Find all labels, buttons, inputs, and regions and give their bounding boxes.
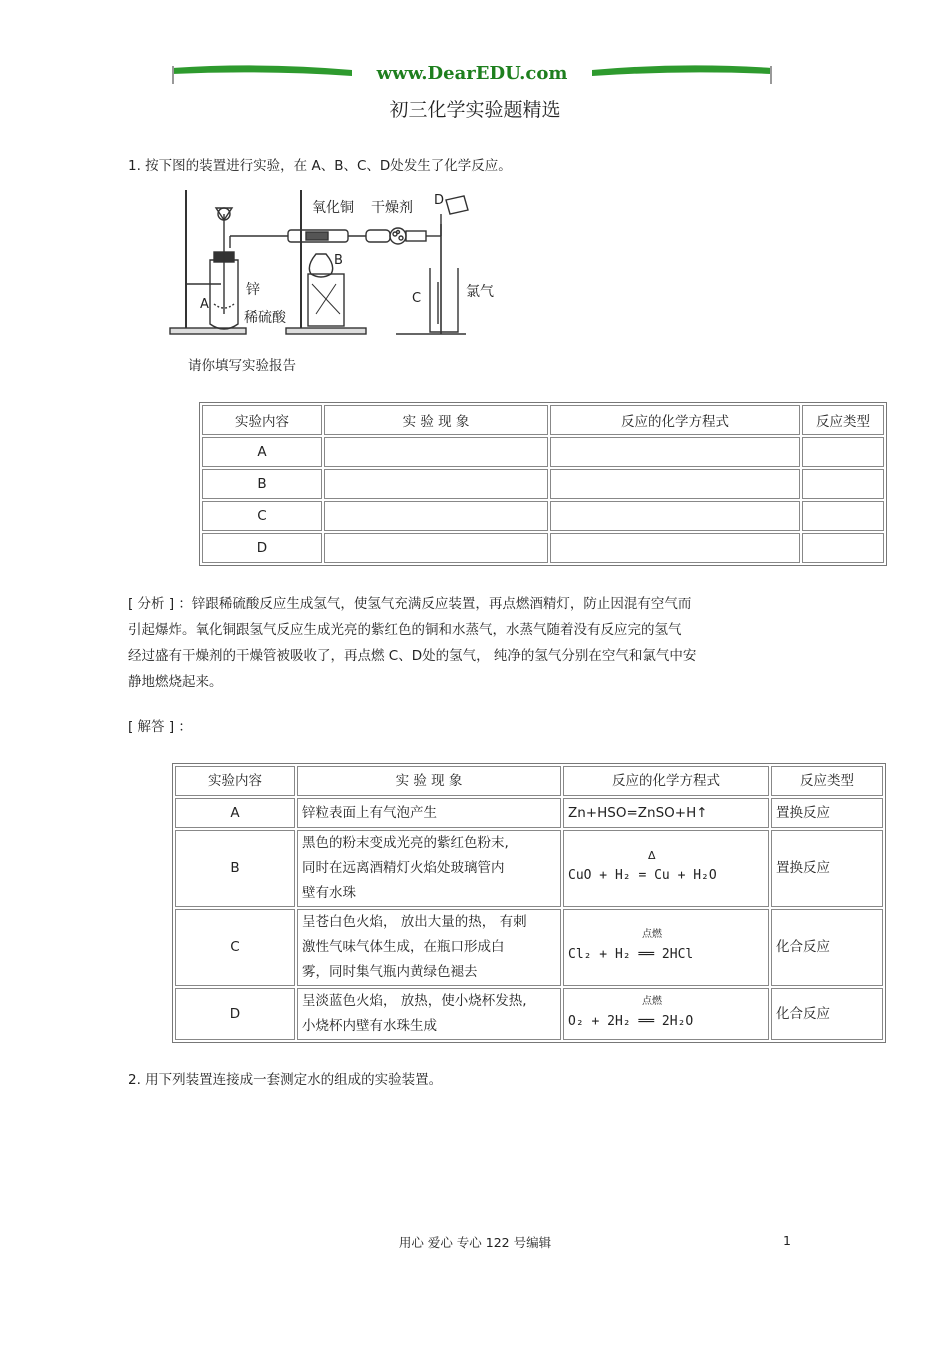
row-label: A bbox=[175, 798, 295, 828]
empty-cell[interactable] bbox=[324, 437, 548, 467]
table-header-cell: 反应类型 bbox=[802, 405, 884, 435]
reaction-condition: Δ bbox=[648, 849, 656, 862]
table-row bbox=[202, 533, 884, 563]
reaction-type: 置换反应 bbox=[771, 798, 883, 828]
analysis-line: 引起爆炸。氧化铜跟氢气反应生成光亮的紫红色的铜和水蒸气，水蒸气随着没有反应完的氢气 bbox=[128, 622, 682, 638]
apparatus-diagram bbox=[166, 184, 506, 340]
table-row bbox=[202, 501, 884, 531]
phenomenon-line: 黑色的粉末变成光亮的紫红色粉末, bbox=[302, 835, 509, 851]
phenomenon-cell bbox=[297, 830, 561, 907]
question-2-text: 2. 用下列装置连接成一套测定水的组成的实验装置。 bbox=[128, 1072, 443, 1088]
phenomenon-line: 呈苍白色火焰， 放出大量的热， 有刺 bbox=[302, 914, 527, 930]
answer-table bbox=[172, 763, 886, 1043]
report-table-blank bbox=[199, 402, 887, 566]
label-chlorine: 氯气 bbox=[466, 284, 494, 300]
table-row bbox=[175, 909, 883, 986]
question-1-text: 1. 按下图的装置进行实验，在 A、B、C、D处发生了化学反应。 bbox=[128, 158, 512, 174]
phenomenon-line: 小烧杯内壁有水珠生成 bbox=[302, 1018, 437, 1034]
page-title: 初三化学实验题精选 bbox=[389, 99, 561, 121]
analysis-line: 静地燃烧起来。 bbox=[128, 674, 223, 690]
row-label: C bbox=[175, 909, 295, 986]
phenomenon-line: 激性气味气体生成，在瓶口形成白 bbox=[302, 939, 505, 955]
empty-cell[interactable] bbox=[550, 501, 800, 531]
empty-cell[interactable] bbox=[802, 437, 884, 467]
label-D: D bbox=[434, 193, 445, 208]
row-label: A bbox=[202, 437, 322, 467]
table-header-cell: 反应的化学方程式 bbox=[563, 766, 769, 796]
phenomenon-line: 同时在远离酒精灯火焰处玻璃管内 bbox=[302, 860, 505, 876]
equation-cell bbox=[563, 830, 769, 907]
label-B: B bbox=[334, 253, 343, 268]
label-C: C bbox=[412, 291, 422, 306]
table-row bbox=[202, 469, 884, 499]
phenomenon-cell bbox=[297, 988, 561, 1040]
label-copper-oxide: 氧化铜 bbox=[312, 200, 354, 216]
table-header-cell: 实验内容 bbox=[175, 766, 295, 796]
analysis-line: [ 分析 ] ：锌跟稀硫酸反应生成氢气，使氢气充满反应装置，再点燃酒精灯，防止因混有空气而 bbox=[128, 596, 692, 612]
reaction-type: 化合反应 bbox=[771, 909, 883, 986]
phenomenon-cell bbox=[297, 909, 561, 986]
empty-cell[interactable] bbox=[324, 501, 548, 531]
table-header-row bbox=[202, 405, 884, 435]
reaction-condition: 点燃 bbox=[642, 995, 662, 1007]
reaction-type: 化合反应 bbox=[771, 988, 883, 1040]
fill-prompt: 请你填写实验报告 bbox=[188, 358, 296, 374]
equation: O₂ + 2H₂ ══ 2H₂O bbox=[568, 1013, 694, 1029]
label-dilute-acid: 稀硫酸 bbox=[244, 310, 286, 326]
equation: Zn+HSO=ZnSO+H↑ bbox=[568, 804, 708, 821]
table-header-cell: 实验内容 bbox=[202, 405, 322, 435]
phenomenon-line: 壁有水珠 bbox=[302, 885, 356, 901]
empty-cell[interactable] bbox=[550, 533, 800, 563]
empty-cell[interactable] bbox=[324, 469, 548, 499]
table-row bbox=[202, 437, 884, 467]
empty-cell[interactable] bbox=[802, 501, 884, 531]
answer-label: [ 解答 ] ： bbox=[128, 719, 192, 735]
table-row bbox=[175, 798, 883, 828]
table-header-row bbox=[175, 766, 883, 796]
row-label: D bbox=[175, 988, 295, 1040]
table-header-cell: 反应类型 bbox=[771, 766, 883, 796]
empty-cell[interactable] bbox=[802, 533, 884, 563]
label-zinc: 锌 bbox=[246, 282, 260, 298]
header-banner bbox=[172, 60, 772, 88]
table-row bbox=[175, 830, 883, 907]
phenomenon-cell bbox=[297, 798, 561, 828]
table-header-cell: 实 验 现 象 bbox=[324, 405, 548, 435]
label-A: A bbox=[200, 297, 209, 312]
reaction-type: 置换反应 bbox=[771, 830, 883, 907]
row-label: B bbox=[202, 469, 322, 499]
equation-cell bbox=[563, 988, 769, 1040]
phenomenon-line: 呈淡蓝色火焰， 放热，使小烧杯发热, bbox=[302, 993, 527, 1009]
analysis-text bbox=[128, 591, 828, 695]
phenomenon-line: 锌粒表面上有气泡产生 bbox=[302, 804, 437, 821]
empty-cell[interactable] bbox=[802, 469, 884, 499]
table-header-cell: 实 验 现 象 bbox=[297, 766, 561, 796]
equation: Cl₂ + H₂ ══ 2HCl bbox=[568, 947, 694, 962]
phenomenon-line: 雾，同时集气瓶内黄绿色褪去 bbox=[302, 964, 478, 980]
reaction-condition: 点燃 bbox=[642, 929, 662, 940]
row-label: D bbox=[202, 533, 322, 563]
equation-cell bbox=[563, 798, 769, 828]
table-row bbox=[175, 988, 883, 1040]
table-header-cell: 反应的化学方程式 bbox=[550, 405, 800, 435]
equation-cell bbox=[563, 909, 769, 986]
empty-cell[interactable] bbox=[550, 437, 800, 467]
empty-cell[interactable] bbox=[324, 533, 548, 563]
label-desiccant: 干燥剂 bbox=[371, 200, 413, 216]
analysis-line: 经过盛有干燥剂的干燥管被吸收了，再点燃 C、D处的氢气， 纯净的氢气分别在空气和氯气中安 bbox=[128, 648, 697, 664]
logo-text: www.DearEDU.com bbox=[376, 63, 568, 84]
page-number: 1 bbox=[783, 1233, 791, 1248]
equation: CuO + H₂ = Cu + H₂O bbox=[568, 868, 717, 883]
page-footer: 用心 爱心 专心 122 号编辑 bbox=[398, 1235, 552, 1250]
row-label: C bbox=[202, 501, 322, 531]
row-label: B bbox=[175, 830, 295, 907]
empty-cell[interactable] bbox=[550, 469, 800, 499]
